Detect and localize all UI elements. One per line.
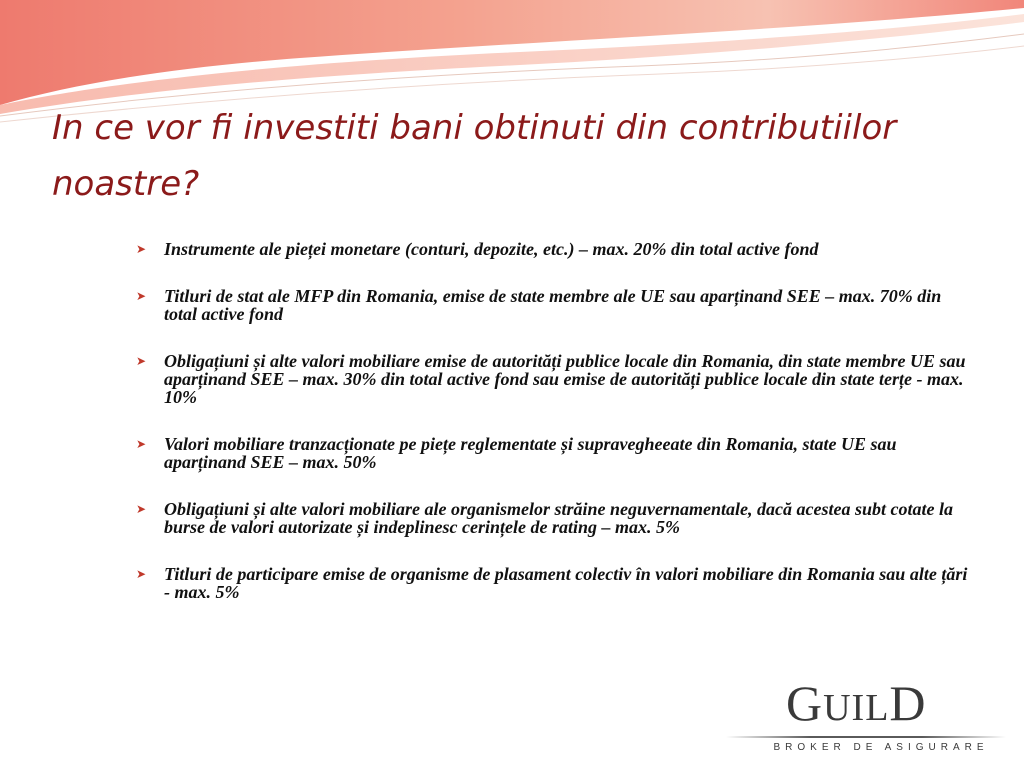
arrow-bullet-icon: ➤ <box>136 242 147 256</box>
guild-logo <box>726 672 1016 762</box>
list-item <box>134 287 974 323</box>
list-item <box>134 500 974 536</box>
list-item-text: Obligațiuni și alte valori mobiliare emise de autorități publice locale din Romania, din state membre UE sau aparținand SEE – max. 30% din total active fond sau emise de autorități publice locale din state terțe - max. 10% <box>164 351 966 407</box>
list-item-text: Instrumente ale pieței monetare (conturi, depozite, etc.) – max. 20% din total active fond <box>164 239 819 259</box>
logo-wordmark: GUILD <box>786 675 927 731</box>
bullet-list <box>134 240 974 630</box>
list-item <box>134 240 974 258</box>
list-item <box>134 352 974 406</box>
list-item-text: Titluri de participare emise de organisme de plasament colectiv în valori mobiliare din Romania sau alte țări - max. 5% <box>164 564 968 602</box>
slide-title: In ce vor fi investiti bani obtinuti din contributiilor noastre? <box>52 108 897 204</box>
list-item-text: Valori mobiliare tranzacționate pe piețe reglementate și supravegheeate din Romania, state UE sau aparținand SEE – max. 50% <box>164 434 897 472</box>
list-item <box>134 565 974 601</box>
list-item-text: Titluri de stat ale MFP din Romania, emise de state membre ale UE sau aparținand SEE – max. 70% din total active fond <box>164 286 942 324</box>
logo-tagline: BROKER DE ASIGURARE <box>773 742 989 753</box>
arrow-bullet-icon: ➤ <box>136 502 147 516</box>
logo-divider <box>726 736 1006 738</box>
arrow-bullet-icon: ➤ <box>136 437 147 451</box>
list-item-text: Obligațiuni și alte valori mobiliare ale organismelor străine neguvernamentale, dacă acestea subt cotate la burse de valori autorizate și indeplinesc cerințele de rating – max. 5% <box>164 499 953 537</box>
arrow-bullet-icon: ➤ <box>136 567 147 581</box>
arrow-bullet-icon: ➤ <box>136 354 147 368</box>
list-item <box>134 435 974 471</box>
arrow-bullet-icon: ➤ <box>136 289 147 303</box>
